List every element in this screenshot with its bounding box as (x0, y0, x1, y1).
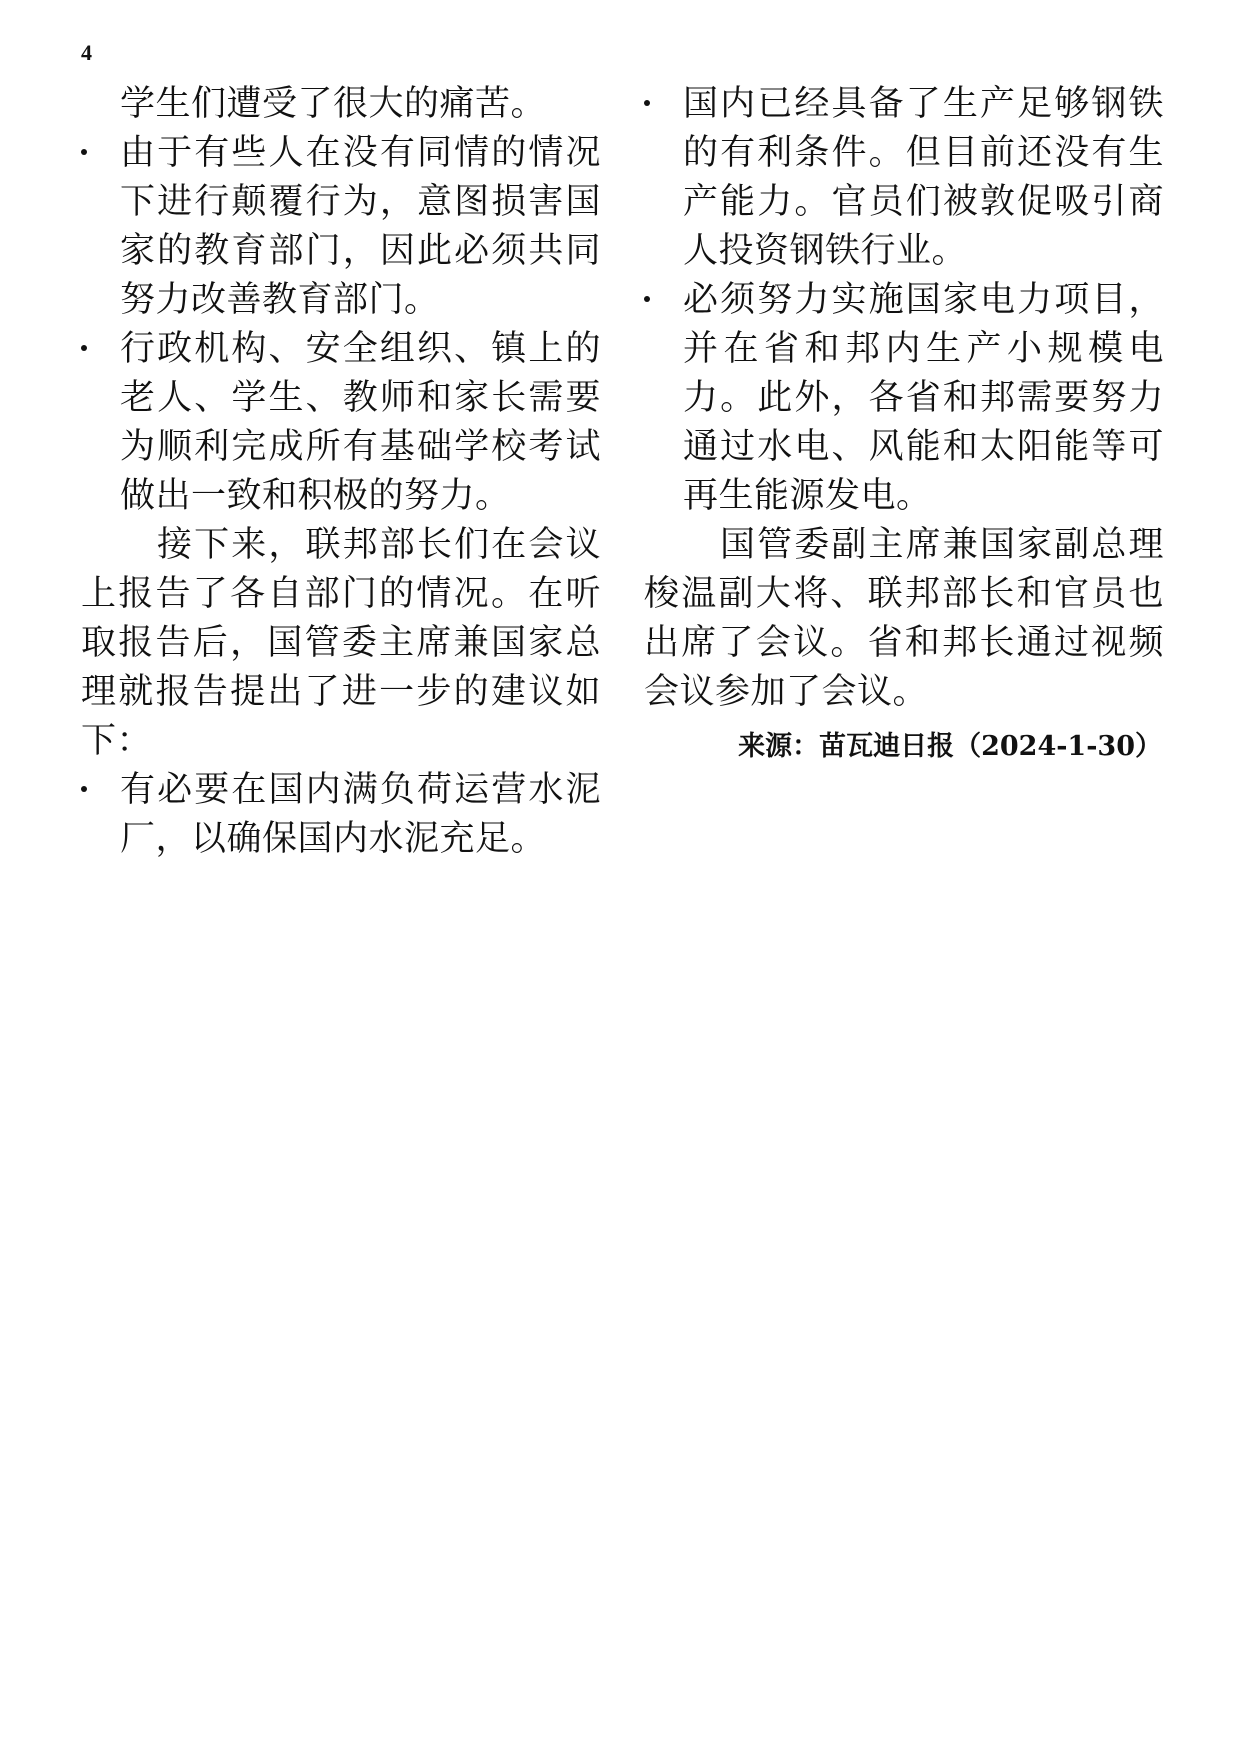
bullet-text: 国内已经具备了生产足够钢铁的有利条件。但目前还没有生产能力。官员们被敦促吸引商人投资钢铁行业。 (683, 84, 1164, 271)
left-column (81, 80, 601, 864)
bullet-icon (644, 100, 650, 106)
bullet-item-education-reform (81, 129, 601, 325)
continuation-text: 学生们遭受了很大的痛苦。 (120, 84, 547, 124)
body-paragraph: 国管委副主席兼国家副总理梭温副大将、联邦部长和官员也出席了会议。省和邦长通过视频会议参加了会议。 (644, 525, 1164, 712)
bullet-icon (81, 345, 87, 351)
bullet-text: 必须努力实施国家电力项目，并在省和邦内生产小规模电力。此外，各省和邦需要努力通过水电、风能和太阳能等可再生能源发电。 (683, 280, 1164, 516)
bullet-text: 有必要在国内满负荷运营水泥厂，以确保国内水泥充足。 (120, 770, 601, 859)
bullet-icon (81, 786, 87, 792)
right-column (644, 80, 1164, 767)
bullet-list (644, 80, 1164, 521)
bullet-item-cement (81, 766, 601, 864)
body-paragraph: 接下来，联邦部长们在会议上报告了各自部门的情况。在听取报告后，国管委主席兼国家总理就报告提出了进一步的建议如下： (81, 525, 601, 761)
bullet-item-school-exams (81, 325, 601, 521)
bullet-item-steel (644, 80, 1164, 276)
bullet-icon (81, 149, 87, 155)
source-citation: 来源：苗瓦迪日报（2024-1-30） (738, 731, 1162, 762)
bullet-item-electricity (644, 276, 1164, 521)
bullet-list (81, 766, 601, 864)
bullet-text: 由于有些人在没有同情的情况下进行颠覆行为，意图损害国家的教育部门，因此必须共同努力改善教育部门。 (120, 133, 601, 320)
bullet-text: 行政机构、安全组织、镇上的老人、学生、教师和家长需要为顺利完成所有基础学校考试做出一致和积极的努力。 (120, 329, 601, 516)
bullet-icon (644, 296, 650, 302)
bullet-list (81, 129, 601, 521)
page-number: 4 (81, 40, 92, 65)
